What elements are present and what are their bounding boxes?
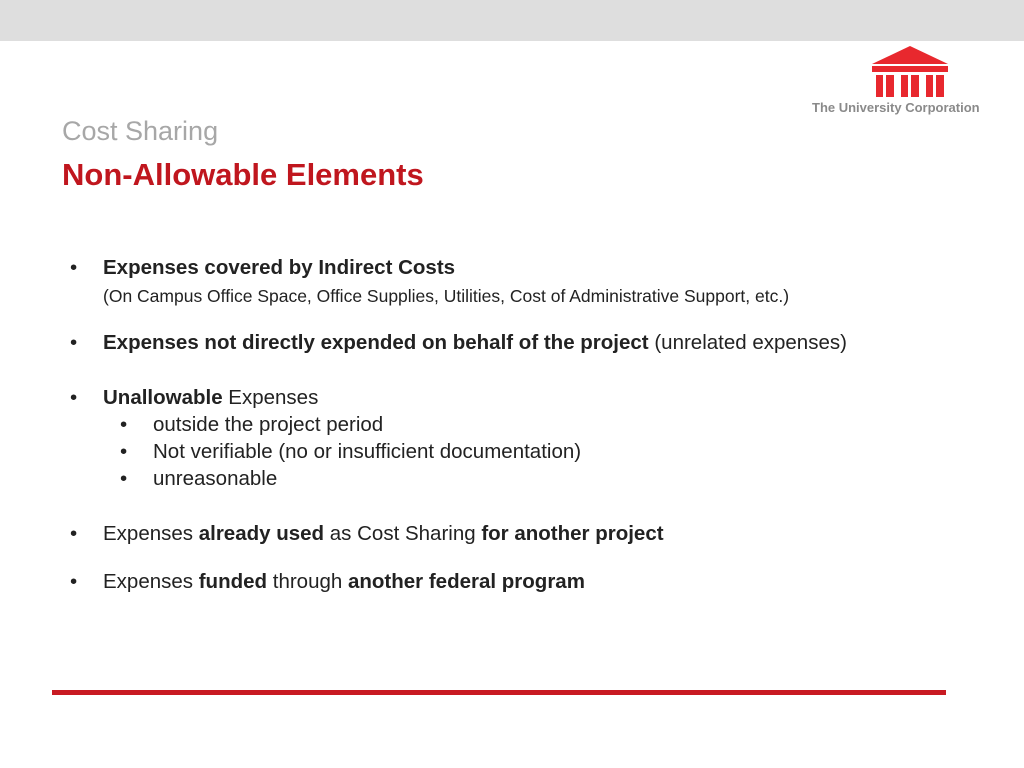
bullet-glyph: • — [120, 413, 128, 436]
bullet-bold: for another project — [481, 522, 664, 545]
sub-bullet-text: Not verifiable (no or insufficient documentation) — [153, 440, 582, 463]
building-icon — [870, 44, 950, 100]
bullet-run: as Cost Sharing — [324, 522, 482, 545]
bullet-bold: funded — [198, 570, 268, 593]
bullet-glyph: • — [70, 256, 78, 279]
bullet-bold: Expenses not directly expended on behalf of the project — [103, 331, 649, 354]
bullet-text — [103, 331, 847, 355]
sub-bullet-text: outside the project period — [153, 413, 384, 436]
bullet-glyph: • — [70, 386, 78, 409]
bullet-glyph: • — [70, 570, 78, 593]
logo-text: The University Corporation — [812, 100, 980, 115]
bullet-rest: (unrelated expenses) — [648, 331, 847, 354]
slide-title: Non-Allowable Elements — [62, 157, 424, 192]
bullet-run: Expenses — [103, 570, 199, 593]
bullet-bold: another federal program — [347, 570, 585, 593]
bullet-text: Expenses covered by Indirect Costs — [103, 256, 456, 279]
bullet-text — [103, 570, 585, 594]
bullet-glyph: • — [120, 440, 128, 463]
bullet-rest: Expenses — [222, 386, 319, 409]
bullet-glyph: • — [120, 467, 128, 490]
footer-rule — [52, 690, 946, 695]
bullet-glyph: • — [70, 331, 78, 354]
university-logo — [806, 44, 1006, 120]
top-band — [0, 0, 1024, 41]
bullet-run: Expenses — [103, 522, 199, 545]
bullet-text — [103, 386, 318, 410]
bullet-bold: already used — [198, 522, 325, 545]
slide-subtitle: Cost Sharing — [62, 116, 219, 146]
bullet-bold: Unallowable — [103, 386, 223, 409]
bullet-glyph: • — [70, 522, 78, 545]
sub-bullet-text: unreasonable — [153, 467, 278, 490]
bullet-text — [103, 522, 664, 546]
bullet-run: through — [267, 570, 348, 593]
bullet-note: (On Campus Office Space, Office Supplies, Utilities, Cost of Administrative Support, etc.) — [103, 286, 790, 306]
